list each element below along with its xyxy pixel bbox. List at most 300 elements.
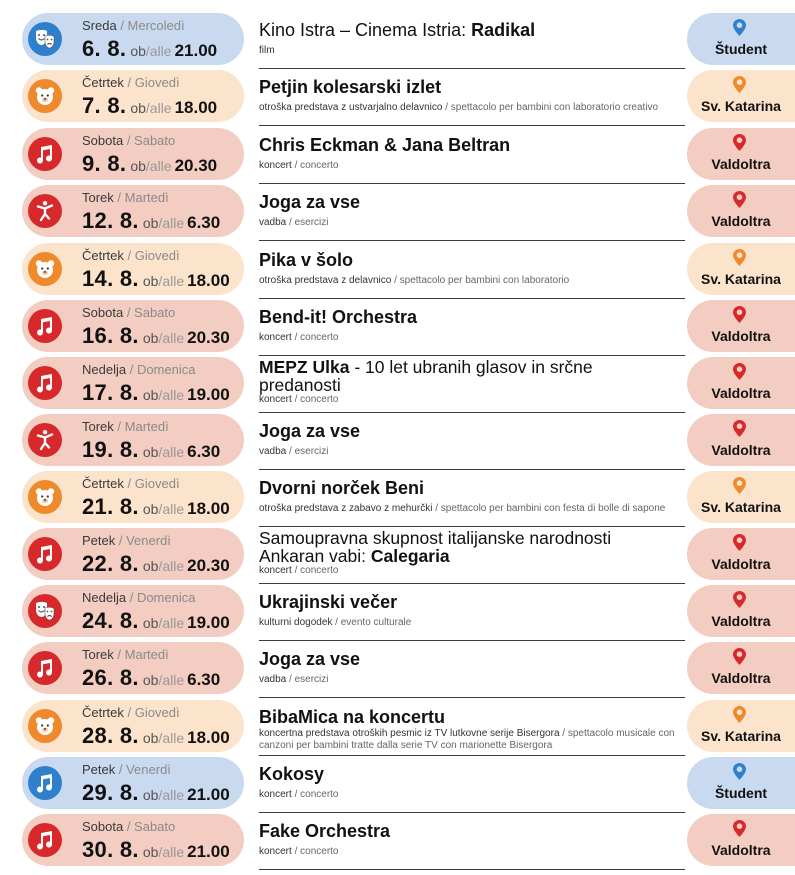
date-pill [22,185,244,237]
alle-label: alle [162,615,185,631]
weekday [82,18,185,33]
event-info [259,13,684,68]
row-divider [259,583,685,584]
event-row[interactable] [0,357,795,414]
event-title-part: Dvorni norček Beni [259,478,425,498]
event-row[interactable] [0,471,795,528]
event-type-si: film [259,45,275,56]
ob-label: ob [142,330,159,346]
music-note-icon [28,137,62,171]
weekday [82,533,171,548]
ob-label: ob [130,43,146,59]
event-time: 6.30 [187,213,221,232]
event-type [259,674,329,686]
event-type [259,789,339,801]
event-type-it: evento culturale [340,617,412,628]
weekday-separator: / [113,647,125,662]
event-type-it: spettacolo musicale con canzoni per bambini tratte dalla serie TV con marionette Bisergora [259,728,675,751]
ob-slash: / [145,43,150,59]
event-info [259,300,684,355]
ob-slash: / [158,615,163,631]
location-tag[interactable] [687,128,795,180]
weekday-separator: / [123,133,135,148]
location-name: Valdoltra [711,670,771,686]
location-name: Valdoltra [711,556,771,572]
alle-label: alle [149,100,172,116]
weekday-it: Giovedì [134,705,180,720]
location-name: Valdoltra [711,213,771,229]
ob-label: ob [142,501,159,517]
date-time [82,781,230,808]
event-type-si: otroška predstava z delavnico [259,275,392,286]
weekday-it: Martedì [124,419,169,434]
event-time: 18.00 [187,499,230,518]
date-pill [22,128,244,180]
event-date: 19. 8. [82,437,139,462]
location-tag[interactable] [687,243,795,295]
event-time: 21.00 [187,785,230,804]
date-pill [22,814,244,866]
weekday-si: Torek [82,647,114,662]
weekday-si: Nedelja [82,362,127,377]
event-type-si: koncert [259,846,292,857]
event-time: 21.00 [174,41,218,60]
weekday-it: Giovedì [134,248,180,263]
location-name: Valdoltra [711,156,771,172]
date-time [82,609,230,636]
map-pin-icon [733,19,746,36]
weekday-separator: / [123,75,135,90]
event-type-si: koncert [259,565,292,576]
location-tag[interactable] [687,70,795,122]
event-title[interactable] [259,135,510,155]
event-type-si: vadba [259,674,287,685]
weekday [82,362,195,377]
location-tag[interactable] [687,642,795,694]
date-pill [22,243,244,295]
weekday [82,819,175,834]
event-title-part: Petjin kolesarski izlet [259,77,442,97]
weekday [82,476,180,491]
weekday [82,647,169,662]
row-divider [259,640,685,641]
alle-label: alle [162,215,185,231]
event-title-part: Kino Istra – Cinema Istria: [259,20,472,40]
event-row[interactable] [0,128,795,185]
map-pin-icon [733,534,746,551]
theatre-masks-icon [28,22,62,56]
row-divider [259,298,685,299]
event-type-separator: / [332,617,341,628]
event-date: 28. 8. [82,723,139,748]
event-title[interactable] [259,421,360,441]
event-time: 20.30 [174,156,218,175]
date-time [82,724,230,751]
weekday-it: Sabato [134,819,176,834]
event-type [259,846,339,858]
event-date: 12. 8. [82,208,139,233]
weekday-si: Sobota [82,305,124,320]
date-pill [22,642,244,694]
event-type [259,728,684,752]
date-time [82,324,230,351]
map-pin-icon [733,134,746,151]
location-tag[interactable] [687,814,795,866]
map-pin-icon [733,763,746,780]
event-title[interactable] [259,764,324,784]
event-time: 19.00 [187,385,230,404]
ob-slash: / [145,100,150,116]
event-info [259,814,684,869]
weekday-si: Četrtek [82,476,124,491]
weekday-it: Domenica [136,362,196,377]
alle-label: alle [162,330,185,346]
event-title-part: Ukrajinski večer [259,592,398,612]
event-type-si: koncert [259,394,292,405]
event-info [259,70,684,125]
teddy-bear-icon [28,79,62,113]
date-pill [22,585,244,637]
map-pin-icon [733,591,746,608]
weekday [82,248,180,263]
alle-label: alle [149,43,172,59]
weekday [82,705,180,720]
location-name: Študent [714,785,768,801]
event-title[interactable] [259,707,445,727]
event-time: 21.00 [187,842,230,861]
weekday-it: Giovedì [134,476,180,491]
event-title[interactable] [259,478,424,498]
weekday-si: Sobota [82,133,124,148]
weekday-it: Venerdì [126,762,171,777]
ob-label: ob [130,100,146,116]
event-title-part: Samoupravna skupnost italijanske narodnosti Ankaran vabi: [259,528,612,566]
event-title[interactable] [259,192,360,212]
date-time [82,838,230,865]
event-type-it: spettacolo per bambini con festa di bolle di sapone [440,503,666,514]
event-type-it: esercizi [294,674,329,685]
event-title[interactable] [259,821,390,841]
event-row[interactable] [0,70,795,127]
event-info [259,414,684,469]
weekday-si: Nedelja [82,590,127,605]
event-title-part: BibaMica na koncertu [259,707,446,727]
row-divider [259,240,685,241]
event-title[interactable] [259,592,397,612]
location-tag[interactable] [687,471,795,523]
map-pin-icon [733,363,746,380]
weekday-si: Petek [82,533,116,548]
ob-slash: / [158,730,163,746]
event-date: 16. 8. [82,323,139,348]
event-title-part: Joga za vse [259,192,361,212]
ob-label: ob [142,387,159,403]
event-date: 9. 8. [82,151,127,176]
location-tag[interactable] [687,585,795,637]
event-info [259,357,684,412]
event-type-separator: / [291,160,301,171]
event-type-si: koncertna predstava otroških pesmic iz TV lutkovne serije Bisergora [259,728,560,739]
event-type [259,332,339,344]
event-type-it: spettacolo per bambini con laboratorio creativo [450,102,659,113]
event-info [259,185,684,240]
event-type [259,446,329,458]
location-tag[interactable] [687,757,795,809]
date-pill [22,357,244,409]
event-info [259,700,684,755]
weekday-si: Četrtek [82,75,124,90]
event-row[interactable] [0,528,795,585]
event-type-separator: / [442,102,451,113]
map-pin-icon [733,249,746,266]
ob-label: ob [142,215,159,231]
event-type-si: koncert [259,160,292,171]
weekday [82,190,169,205]
location-name: Valdoltra [711,842,771,858]
location-name: Sv. Katarina [701,98,781,114]
event-type [259,503,665,515]
event-type-si: vadba [259,217,287,228]
event-type-separator: / [291,394,301,405]
event-time: 19.00 [187,613,230,632]
event-row[interactable] [0,700,795,757]
map-pin-icon [733,648,746,665]
weekday [82,419,169,434]
teddy-bear-icon [28,252,62,286]
event-type [259,394,339,406]
date-pill [22,757,244,809]
alle-label: alle [162,787,185,803]
event-row[interactable] [0,13,795,70]
event-type-it: concerto [300,332,339,343]
event-type-separator: / [432,503,441,514]
event-time: 20.30 [187,328,230,347]
event-date: 22. 8. [82,551,139,576]
location-tag[interactable] [687,13,795,65]
location-name: Sv. Katarina [701,271,781,287]
map-pin-icon [733,477,746,494]
row-divider [259,755,685,756]
ob-label: ob [130,158,146,174]
location-tag[interactable] [687,357,795,409]
date-time [82,267,230,294]
event-info [259,128,684,183]
event-time: 18.00 [174,98,218,117]
event-info [259,243,684,298]
date-pill [22,70,244,122]
weekday-it: Sabato [134,133,176,148]
music-note-icon [28,766,62,800]
ob-label: ob [142,844,159,860]
weekday-separator: / [123,305,135,320]
alle-label: alle [162,501,185,517]
event-date: 6. 8. [82,36,127,61]
ob-label: ob [142,730,159,746]
event-title[interactable] [259,530,679,565]
yoga-figure-icon [28,194,62,228]
event-type-it: esercizi [294,217,329,228]
alle-label: alle [162,444,185,460]
weekday-separator: / [123,819,135,834]
ob-slash: / [158,444,163,460]
event-title-part: Calegaria [370,545,450,566]
weekday-it: Venerdì [126,533,171,548]
teddy-bear-icon [28,709,62,743]
event-type-it: concerto [300,394,339,405]
date-pill [22,300,244,352]
location-tag[interactable] [687,414,795,466]
event-type [259,217,329,229]
weekday-separator: / [115,533,127,548]
location-name: Sv. Katarina [701,728,781,744]
event-time: 18.00 [187,728,230,747]
event-type-separator: / [286,217,295,228]
event-type [259,102,658,114]
event-title[interactable] [259,20,535,40]
weekday-si: Petek [82,762,116,777]
row-divider [259,526,685,527]
event-title-part: Radikal [471,20,536,40]
event-type-separator: / [286,674,295,685]
event-title-part: MEPZ Ulka [259,357,350,377]
ob-label: ob [142,787,159,803]
event-time: 6.30 [187,670,221,689]
event-title[interactable] [259,649,360,669]
event-type [259,617,411,629]
date-time [82,152,217,179]
event-type-si: otroška predstava z zabavo z mehurčki [259,503,433,514]
weekday-separator: / [113,419,125,434]
weekday-separator: / [113,190,125,205]
date-pill [22,471,244,523]
event-title-part: Bend-it! Orchestra [259,307,418,327]
date-pill [22,528,244,580]
weekday-si: Sreda [82,18,117,33]
alle-label: alle [149,158,172,174]
row-divider [259,869,685,870]
ob-slash: / [158,501,163,517]
date-time [82,438,220,465]
weekday-si: Torek [82,419,114,434]
music-note-icon [28,309,62,343]
music-note-icon [28,366,62,400]
weekday-si: Sobota [82,819,124,834]
location-tag[interactable] [687,700,795,752]
event-date: 14. 8. [82,266,139,291]
weekday [82,590,195,605]
event-row[interactable] [0,414,795,471]
event-type-si: koncert [259,332,292,343]
alle-label: alle [162,844,185,860]
event-type-si: kulturni dogodek [259,617,333,628]
map-pin-icon [733,706,746,723]
weekday-it: Mercoledì [127,18,185,33]
ob-label: ob [142,558,159,574]
event-title-part: Kokosy [259,764,325,784]
event-type-separator: / [291,846,301,857]
event-row[interactable] [0,185,795,242]
weekday-separator: / [126,590,137,605]
location-name: Valdoltra [711,328,771,344]
date-time [82,495,230,522]
event-title[interactable] [259,250,353,270]
event-type-separator: / [559,728,568,739]
location-name: Valdoltra [711,613,771,629]
event-type-si: koncert [259,789,292,800]
weekday-separator: / [116,18,128,33]
event-type [259,45,275,57]
event-row[interactable] [0,814,795,871]
weekday-si: Torek [82,190,114,205]
location-tag[interactable] [687,528,795,580]
event-type-it: esercizi [294,446,329,457]
event-row[interactable] [0,757,795,814]
location-tag[interactable] [687,300,795,352]
row-divider [259,125,685,126]
event-time: 18.00 [187,271,230,290]
event-type-it: concerto [300,846,339,857]
date-time [82,209,220,236]
event-type-it: spettacolo per bambini con laboratorio [399,275,570,286]
ob-slash: / [158,330,163,346]
event-title[interactable] [259,77,441,97]
event-type-separator: / [391,275,400,286]
location-name: Sv. Katarina [701,499,781,515]
map-pin-icon [733,191,746,208]
weekday-it: Giovedì [134,75,180,90]
row-divider [259,469,685,470]
weekday [82,305,175,320]
alle-label: alle [162,730,185,746]
event-row[interactable] [0,585,795,642]
event-title[interactable] [259,359,679,394]
event-type-it: concerto [300,789,339,800]
weekday-it: Martedì [124,190,169,205]
event-row[interactable] [0,300,795,357]
date-time [82,37,217,64]
event-type-separator: / [286,446,295,457]
event-title[interactable] [259,307,417,327]
event-row[interactable] [0,642,795,699]
ob-slash: / [158,787,163,803]
date-pill [22,414,244,466]
ob-slash: / [145,158,150,174]
event-title-part: Fake Orchestra [259,821,391,841]
weekday-separator: / [126,362,137,377]
weekday-separator: / [123,705,135,720]
event-title-part: Joga za vse [259,649,361,669]
row-divider [259,812,685,813]
event-title-part: Chris Eckman & Jana Beltran [259,135,511,155]
event-type-separator: / [291,565,301,576]
date-time [82,666,220,693]
alle-label: alle [162,558,185,574]
event-date: 17. 8. [82,380,139,405]
location-tag[interactable] [687,185,795,237]
ob-slash: / [158,273,163,289]
event-info [259,528,684,583]
weekday [82,75,180,90]
event-date: 26. 8. [82,665,139,690]
alle-label: alle [162,387,185,403]
weekday-it: Sabato [134,305,176,320]
location-name: Valdoltra [711,442,771,458]
event-row[interactable] [0,243,795,300]
event-date: 30. 8. [82,837,139,862]
event-type-it: concerto [300,160,339,171]
ob-slash: / [158,672,163,688]
event-title-part: Joga za vse [259,421,361,441]
